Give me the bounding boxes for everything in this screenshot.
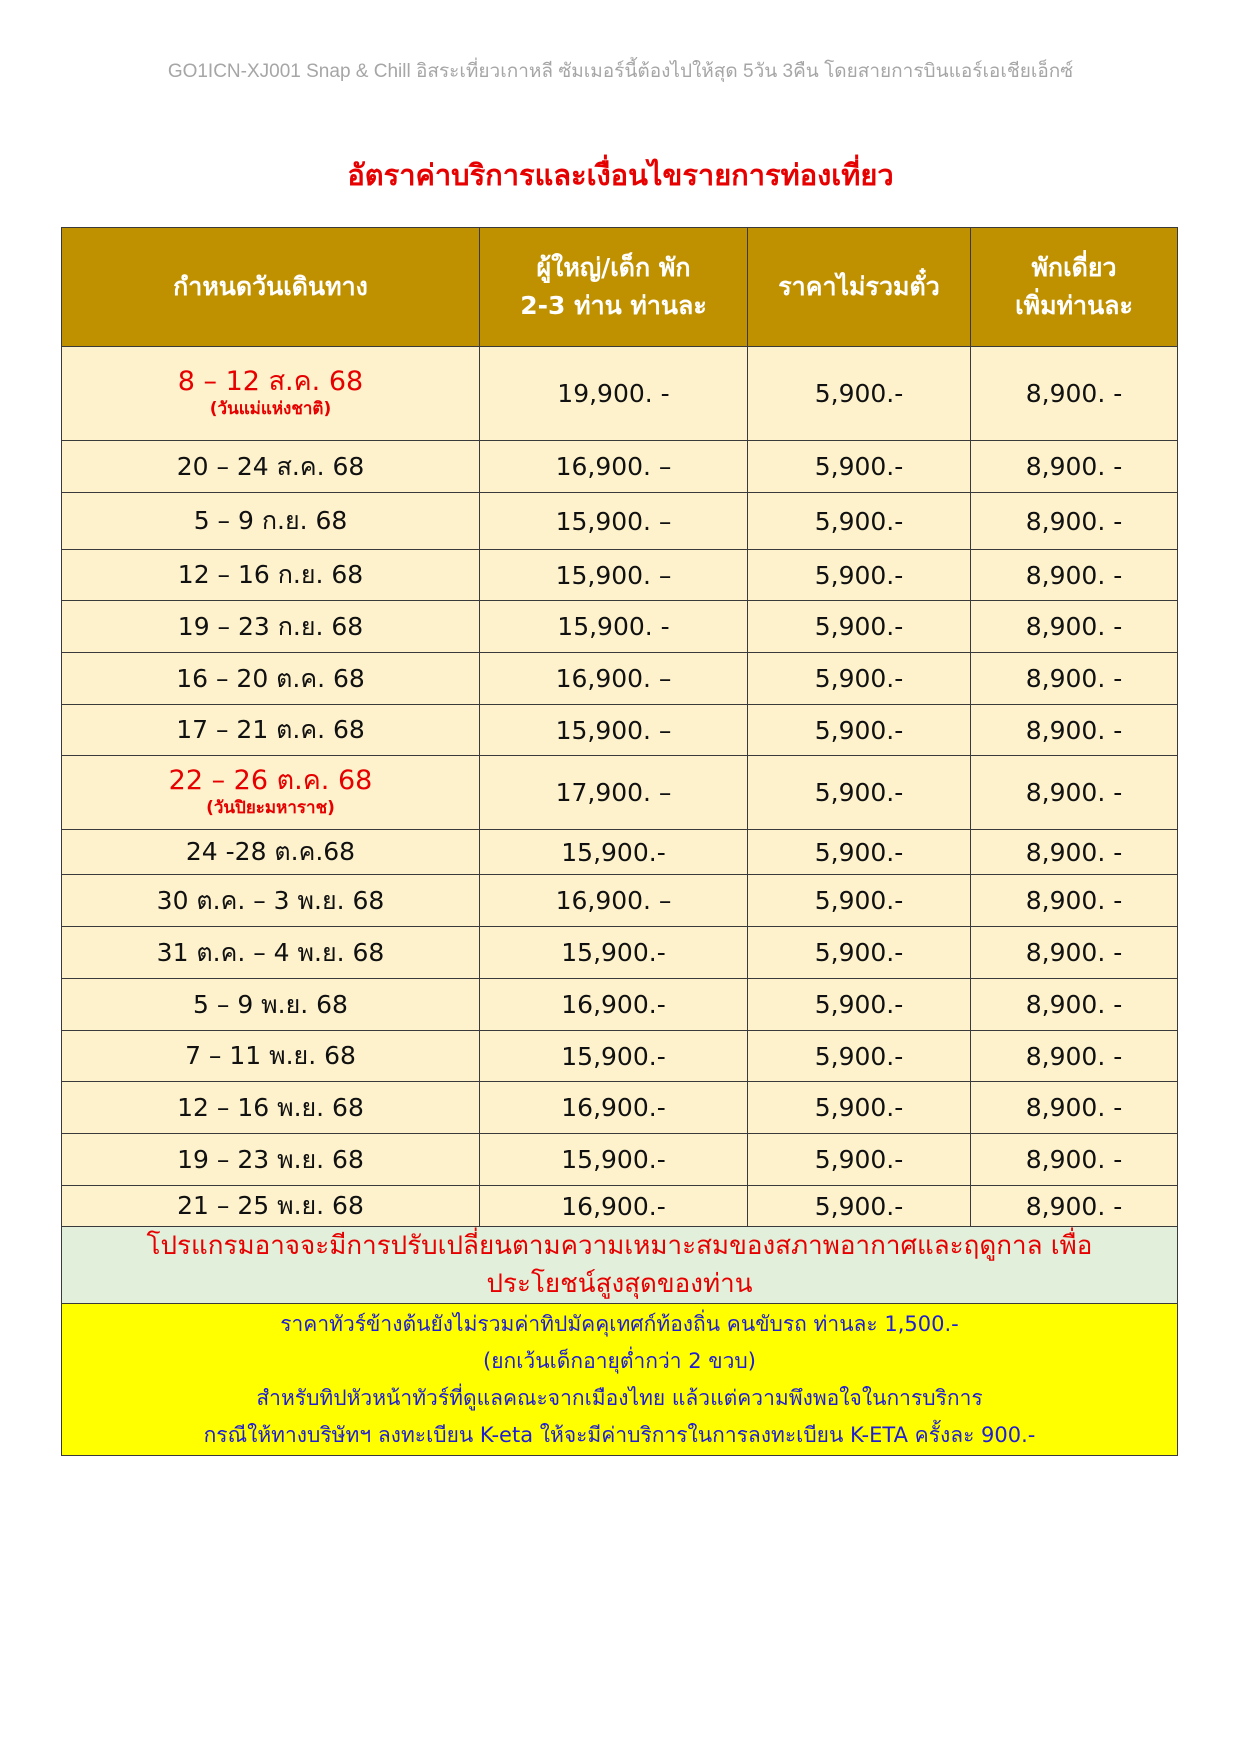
date-cell: 24 -28 ต.ค.68 <box>62 830 480 875</box>
program-note: โปรแกรมอาจจะมีการปรับเปลี่ยนตามความเหมาะสมของสภาพอากาศและฤดูกาล เพื่อประโยชน์สูงสุดของท่าน <box>62 1227 1178 1304</box>
single-cell: 8,900. - <box>971 830 1178 875</box>
header-price-without-ticket: ราคาไม่รวมตั๋ว <box>748 228 971 347</box>
info-block <box>62 1304 1178 1456</box>
no-ticket-cell: 5,900.- <box>748 1082 971 1134</box>
date-cell: 20 – 24 ส.ค. 68 <box>62 441 480 493</box>
single-cell: 8,900. - <box>971 1082 1178 1134</box>
date-text: 22 – 26 ต.ค. 68 <box>168 764 373 796</box>
price-cell: 15,900. - <box>480 601 748 653</box>
single-cell: 8,900. - <box>971 875 1178 927</box>
table-row <box>62 927 1178 979</box>
table-row <box>62 979 1178 1031</box>
no-ticket-cell: 5,900.- <box>748 550 971 601</box>
date-cell: 16 – 20 ต.ค. 68 <box>62 653 480 705</box>
price-cell: 17,900. – <box>480 756 748 830</box>
date-cell: 19 – 23 พ.ย. 68 <box>62 1134 480 1186</box>
date-cell: 5 – 9 พ.ย. 68 <box>62 979 480 1031</box>
no-ticket-cell: 5,900.- <box>748 875 971 927</box>
price-cell: 16,900. – <box>480 441 748 493</box>
table-row <box>62 756 1178 830</box>
page-title: อัตราค่าบริการและเงื่อนไขรายการท่องเที่ยว <box>347 158 894 192</box>
table-row <box>62 347 1178 441</box>
single-cell: 8,900. - <box>971 1134 1178 1186</box>
table-row <box>62 601 1178 653</box>
no-ticket-cell: 5,900.- <box>748 756 971 830</box>
info-row <box>62 1304 1178 1456</box>
info-line-tour-leader-tip: สำหรับทิปหัวหน้าทัวร์ที่ดูแลคณะจากเมืองไทย แล้วแต่ความพึงพอใจในการบริการ <box>256 1385 983 1410</box>
info-line-child-exception: (ยกเว้นเด็กอายุต่ำกว่า 2 ขวบ) <box>483 1348 756 1373</box>
price-cell: 16,900.- <box>480 1186 748 1227</box>
table-row <box>62 875 1178 927</box>
price-cell: 15,900. – <box>480 550 748 601</box>
header-travel-date: กำหนดวันเดินทาง <box>62 228 480 347</box>
table-row <box>62 830 1178 875</box>
price-cell: 16,900.- <box>480 979 748 1031</box>
date-cell: 12 – 16 พ.ย. 68 <box>62 1082 480 1134</box>
table-row <box>62 1082 1178 1134</box>
date-cell: 5 – 9 ก.ย. 68 <box>62 493 480 550</box>
table-row <box>62 550 1178 601</box>
program-note-row <box>62 1227 1178 1304</box>
holiday-note: (วันแม่แห่งชาติ) <box>209 398 332 419</box>
table-row <box>62 1134 1178 1186</box>
single-cell: 8,900. - <box>971 927 1178 979</box>
date-cell: 31 ต.ค. – 4 พ.ย. 68 <box>62 927 480 979</box>
table-row <box>62 493 1178 550</box>
no-ticket-cell: 5,900.- <box>748 830 971 875</box>
single-cell: 8,900. - <box>971 493 1178 550</box>
table-row <box>62 1186 1178 1227</box>
no-ticket-cell: 5,900.- <box>748 493 971 550</box>
date-text: 8 – 12 ส.ค. 68 <box>177 365 364 397</box>
date-cell <box>62 756 480 830</box>
date-cell: 7 – 11 พ.ย. 68 <box>62 1031 480 1082</box>
table-row <box>62 653 1178 705</box>
single-cell: 8,900. - <box>971 1031 1178 1082</box>
table-row <box>62 705 1178 756</box>
date-cell <box>62 347 480 441</box>
holiday-note: (วันปิยะมหาราช) <box>206 797 335 818</box>
price-cell: 16,900. – <box>480 653 748 705</box>
date-cell: 21 – 25 พ.ย. 68 <box>62 1186 480 1227</box>
price-cell: 15,900. – <box>480 493 748 550</box>
date-cell: 17 – 21 ต.ค. 68 <box>62 705 480 756</box>
no-ticket-cell: 5,900.- <box>748 705 971 756</box>
no-ticket-cell: 5,900.- <box>748 441 971 493</box>
single-cell: 8,900. - <box>971 705 1178 756</box>
table-row <box>62 1031 1178 1082</box>
no-ticket-cell: 5,900.- <box>748 979 971 1031</box>
price-cell: 15,900.- <box>480 1134 748 1186</box>
single-cell: 8,900. - <box>971 441 1178 493</box>
single-cell: 8,900. - <box>971 347 1178 441</box>
price-cell: 15,900.- <box>480 927 748 979</box>
price-cell: 15,900.- <box>480 1031 748 1082</box>
single-cell: 8,900. - <box>971 653 1178 705</box>
price-cell: 15,900.- <box>480 830 748 875</box>
price-cell: 19,900. - <box>480 347 748 441</box>
price-cell: 16,900.- <box>480 1082 748 1134</box>
date-cell: 12 – 16 ก.ย. 68 <box>62 550 480 601</box>
no-ticket-cell: 5,900.- <box>748 347 971 441</box>
info-line-keta-fee: กรณีให้ทางบริษัทฯ ลงทะเบียน K-eta ให้จะมีค่าบริการในการลงทะเบียน K-ETA ครั้งละ 900.- <box>203 1422 1036 1447</box>
no-ticket-cell: 5,900.- <box>748 1031 971 1082</box>
single-cell: 8,900. - <box>971 601 1178 653</box>
price-cell: 15,900. – <box>480 705 748 756</box>
no-ticket-cell: 5,900.- <box>748 1186 971 1227</box>
table-header-row <box>62 228 1178 347</box>
document-header: GO1ICN-XJ001 Snap & Chill อิสระเที่ยวเกาหลี ซัมเมอร์นี้ต้องไปให้สุด 5วัน 3คืน โดยสายการบินแอร์เอเชียเอ็กซ์ <box>167 61 1074 82</box>
single-cell: 8,900. - <box>971 1186 1178 1227</box>
single-cell: 8,900. - <box>971 756 1178 830</box>
single-cell: 8,900. - <box>971 979 1178 1031</box>
price-table <box>61 227 1178 1456</box>
date-cell: 19 – 23 ก.ย. 68 <box>62 601 480 653</box>
no-ticket-cell: 5,900.- <box>748 1134 971 1186</box>
date-cell: 30 ต.ค. – 3 พ.ย. 68 <box>62 875 480 927</box>
no-ticket-cell: 5,900.- <box>748 601 971 653</box>
no-ticket-cell: 5,900.- <box>748 927 971 979</box>
price-cell: 16,900. – <box>480 875 748 927</box>
header-adult-child-price: ผู้ใหญ่/เด็ก พัก 2-3 ท่าน ท่านละ <box>480 228 748 347</box>
no-ticket-cell: 5,900.- <box>748 653 971 705</box>
info-line-tips: ราคาทัวร์ข้างต้นยังไม่รวมค่าทิปมัคคุเทศก์ท้องถิ่น คนขับรถ ท่านละ 1,500.- <box>280 1311 959 1336</box>
table-row <box>62 441 1178 493</box>
header-single-supplement: พักเดี่ยว เพิ่มท่านละ <box>971 228 1178 347</box>
single-cell: 8,900. - <box>971 550 1178 601</box>
